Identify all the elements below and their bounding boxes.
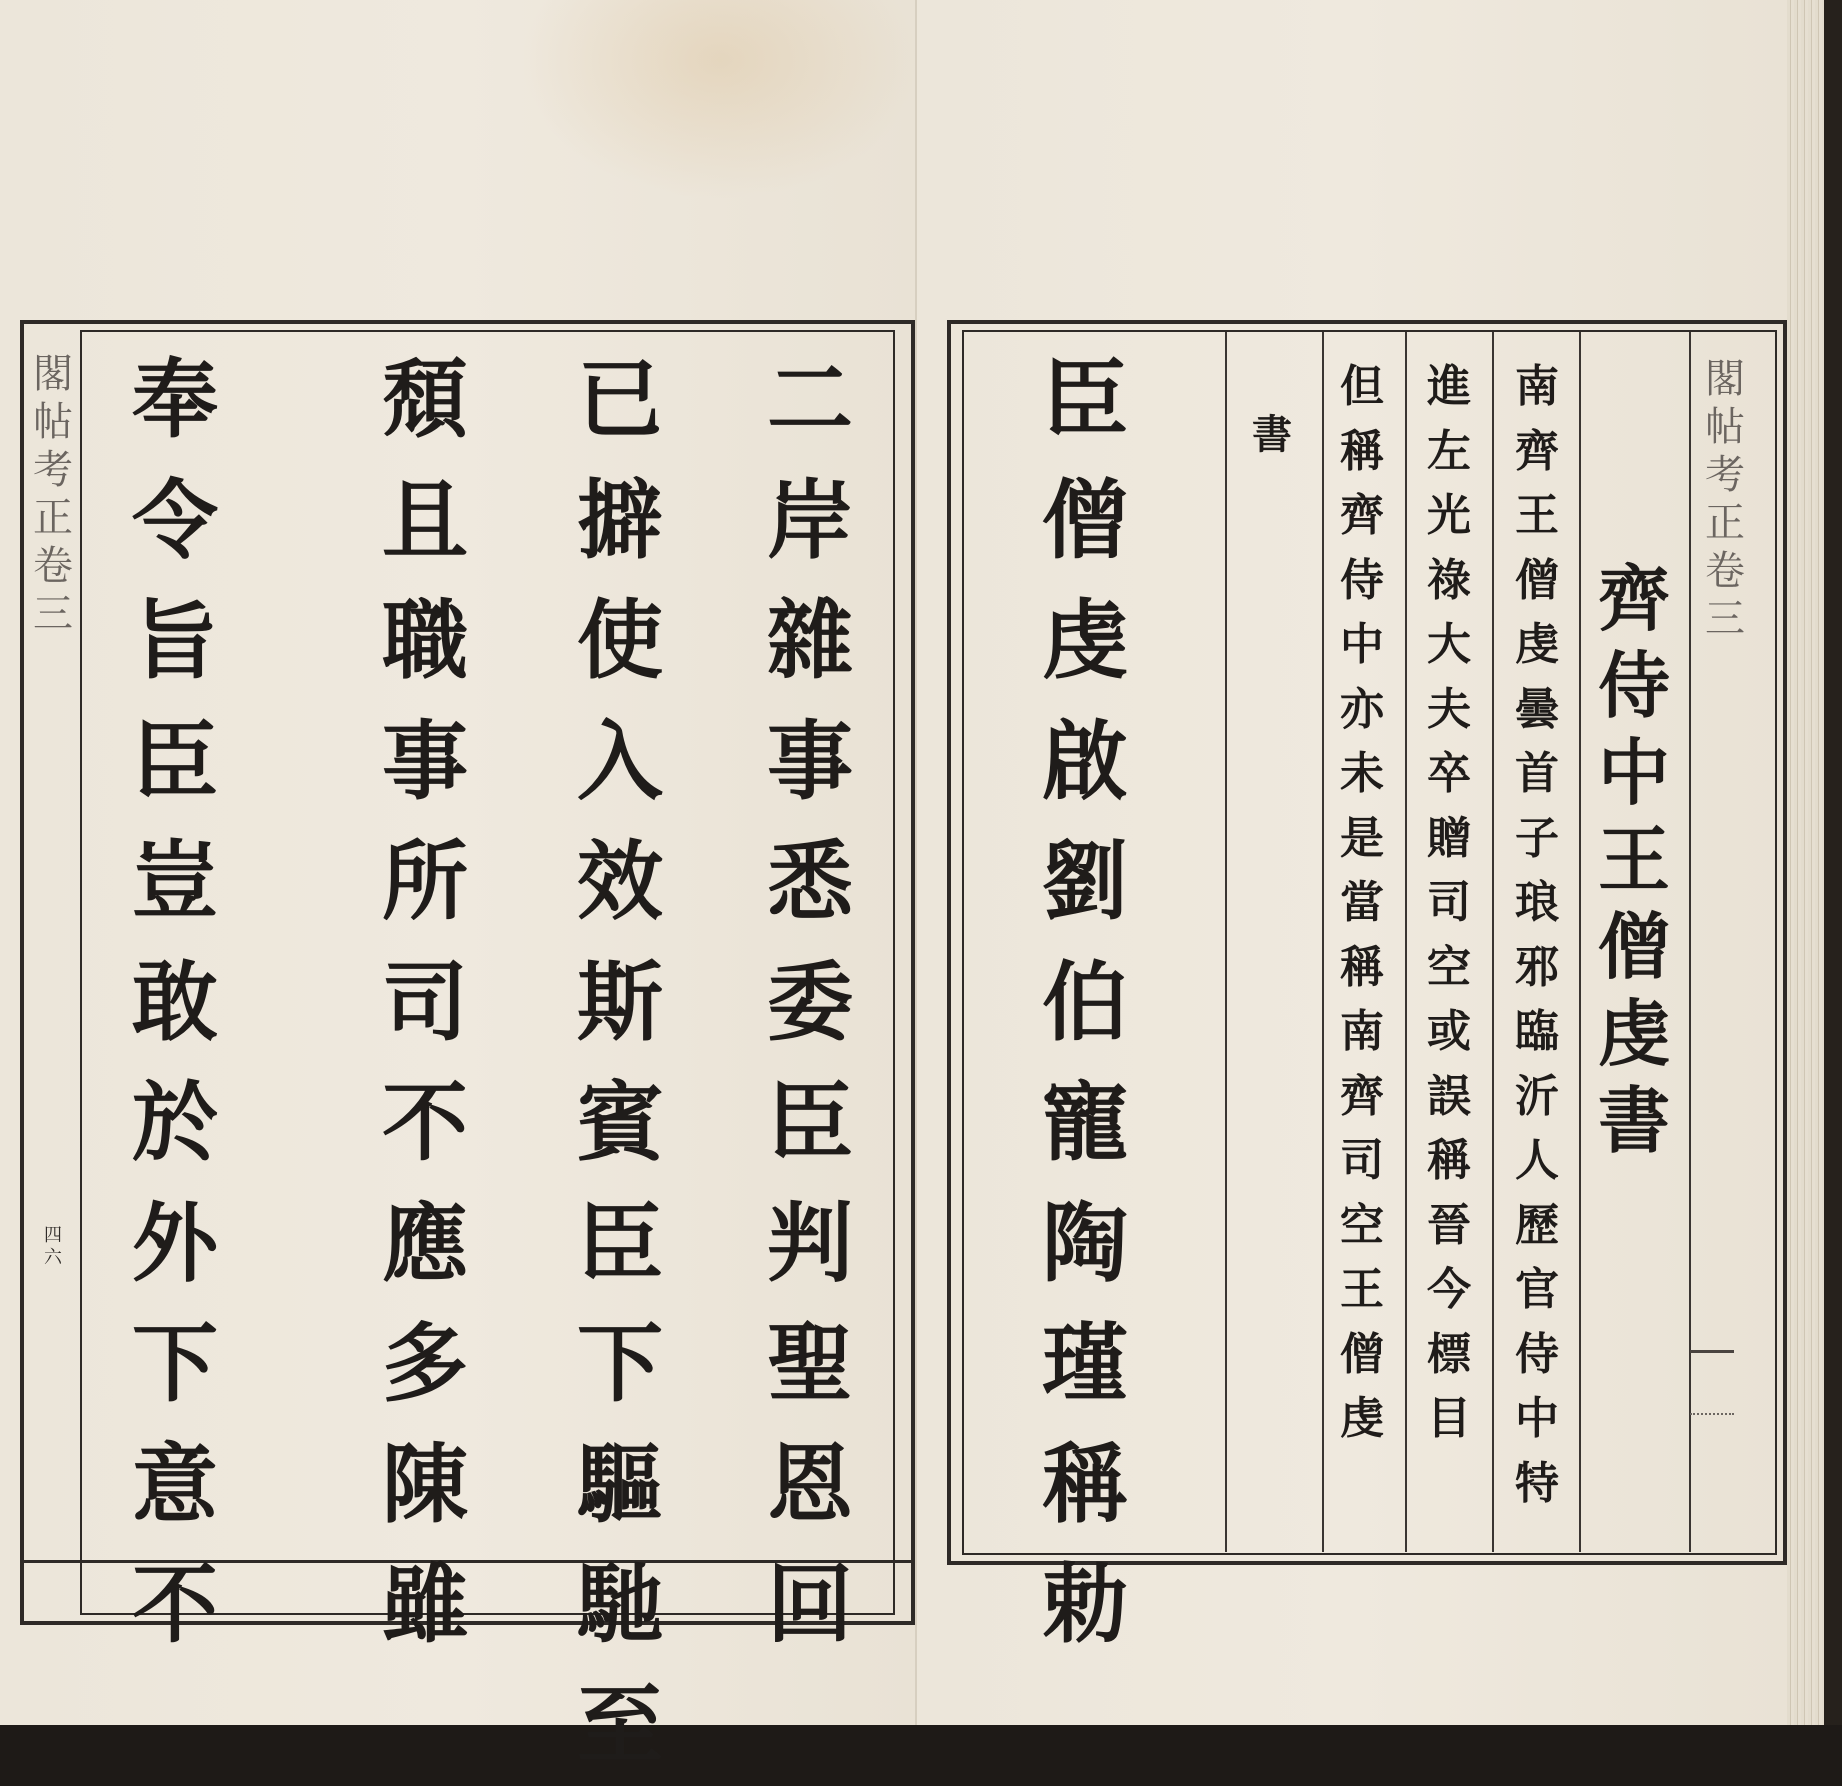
page-title [1589, 555, 1679, 1164]
glyph: 閣 [1700, 355, 1750, 403]
glyph: 虔 [1507, 613, 1567, 678]
glyph: 賓 [570, 1063, 670, 1184]
glyph: 使 [570, 581, 670, 702]
glyph: 事 [375, 702, 475, 823]
glyph: 悉 [760, 822, 860, 943]
glyph: 中 [1507, 1387, 1567, 1452]
glyph: 司 [375, 943, 475, 1064]
glyph: 臣 [1035, 340, 1135, 461]
glyph: 目 [1419, 1387, 1479, 1452]
glyph: 且 [375, 461, 475, 582]
glyph: 三 [28, 590, 78, 638]
glyph: 於 [125, 1063, 225, 1184]
glyph: 誤 [1419, 1065, 1479, 1130]
glyph: 標 [1419, 1323, 1479, 1388]
glyph: 奉 [125, 340, 225, 461]
glyph: 事 [760, 702, 860, 823]
glyph: 雜 [760, 581, 860, 702]
glyph: 空 [1419, 936, 1479, 1001]
left-column-1 [760, 340, 860, 1666]
glyph: 光 [1419, 484, 1479, 549]
glyph: 正 [28, 494, 78, 542]
glyph: 卷 [28, 542, 78, 590]
glyph: 多 [375, 1304, 475, 1425]
glyph: 敢 [125, 943, 225, 1064]
glyph: 斯 [570, 943, 670, 1064]
glyph: 僧 [1332, 1323, 1392, 1388]
glyph: 官 [1507, 1258, 1567, 1323]
water-stain [520, 0, 920, 200]
glyph: 寵 [1035, 1063, 1135, 1184]
note-column-3 [1332, 355, 1392, 1452]
glyph: 外 [125, 1184, 225, 1305]
glyph: 王 [1332, 1258, 1392, 1323]
main-text-column [1035, 340, 1135, 1666]
column-rule-1 [1225, 332, 1227, 1552]
glyph: 啟 [1035, 702, 1135, 823]
glyph: 臣 [760, 1063, 860, 1184]
column-rule-4 [1492, 332, 1494, 1552]
glyph: 驅 [570, 1425, 670, 1546]
glyph: 臨 [1507, 1000, 1567, 1065]
ornament-mark [1690, 1350, 1734, 1415]
glyph: 稱 [1419, 1129, 1479, 1194]
note-column-2 [1419, 355, 1479, 1452]
glyph: 回 [760, 1545, 860, 1666]
glyph: 但 [1332, 355, 1392, 420]
glyph: 不 [375, 1063, 475, 1184]
glyph: 中 [1589, 729, 1679, 816]
glyph: 侍 [1589, 642, 1679, 729]
glyph: 帖 [28, 398, 78, 446]
glyph: 臣 [125, 702, 225, 823]
glyph: 中 [1332, 613, 1392, 678]
column-rule-3 [1405, 332, 1407, 1552]
glyph: 馳 [570, 1545, 670, 1666]
glyph: 稱 [1035, 1425, 1135, 1546]
glyph: 臣 [570, 1184, 670, 1305]
glyph: 司 [1419, 871, 1479, 936]
glyph: 入 [570, 702, 670, 823]
glyph: 伯 [1035, 943, 1135, 1064]
glyph: 卷 [1700, 547, 1750, 595]
glyph: 齊 [1589, 555, 1679, 642]
glyph: 司 [1332, 1129, 1392, 1194]
glyph: 齊 [1507, 420, 1567, 485]
glyph: 左 [1419, 420, 1479, 485]
glyph: 所 [375, 822, 475, 943]
glyph: 瑾 [1035, 1304, 1135, 1425]
page-edges [1787, 0, 1842, 1725]
glyph: 雖 [375, 1545, 475, 1666]
glyph: 聖 [760, 1304, 860, 1425]
glyph: 擗 [570, 461, 670, 582]
column-rule-5 [1579, 332, 1581, 1552]
glyph: 已 [570, 340, 670, 461]
glyph: 考 [28, 446, 78, 494]
glyph: 稱 [1332, 936, 1392, 1001]
glyph: 劉 [1035, 822, 1135, 943]
glyph: 下 [125, 1304, 225, 1425]
glyph: 四 [38, 1225, 68, 1247]
glyph: 正 [1700, 499, 1750, 547]
glyph: 子 [1507, 807, 1567, 872]
glyph: 夫 [1419, 678, 1479, 743]
glyph: 未 [1332, 742, 1392, 807]
glyph: 僧 [1507, 549, 1567, 614]
glyph: 特 [1507, 1452, 1567, 1517]
glyph: 考 [1700, 451, 1750, 499]
glyph: 勅 [1035, 1545, 1135, 1666]
glyph: 稱 [1332, 420, 1392, 485]
glyph: 豈 [125, 822, 225, 943]
glyph: 不 [125, 1545, 225, 1666]
glyph: 空 [1332, 1194, 1392, 1259]
glyph: 南 [1332, 1000, 1392, 1065]
glyph: 曇 [1507, 678, 1567, 743]
glyph: 南 [1507, 355, 1567, 420]
glyph: 贈 [1419, 807, 1479, 872]
glyph: 琅 [1507, 871, 1567, 936]
glyph: 下 [570, 1304, 670, 1425]
glyph: 侍 [1332, 549, 1392, 614]
glyph: 齊 [1332, 1065, 1392, 1130]
glyph: 今 [1419, 1258, 1479, 1323]
left-margin-title [28, 350, 78, 638]
glyph: 六 [38, 1247, 68, 1269]
left-page [0, 0, 917, 1725]
glyph: 進 [1419, 355, 1479, 420]
glyph: 書 [1589, 1077, 1679, 1164]
right-margin-title [1700, 355, 1750, 643]
glyph: 至 [570, 1666, 670, 1786]
glyph: 令 [125, 461, 225, 582]
glyph: 陶 [1035, 1184, 1135, 1305]
column-rule-2 [1322, 332, 1324, 1552]
glyph: 書 [1247, 410, 1297, 460]
glyph: 應 [375, 1184, 475, 1305]
glyph: 人 [1507, 1129, 1567, 1194]
glyph: 邪 [1507, 936, 1567, 1001]
glyph: 齊 [1332, 484, 1392, 549]
glyph: 判 [760, 1184, 860, 1305]
left-folio [38, 1225, 68, 1269]
glyph: 閣 [28, 350, 78, 398]
note-column-1 [1507, 355, 1567, 1516]
left-column-3 [375, 340, 475, 1666]
glyph: 大 [1419, 613, 1479, 678]
glyph: 晉 [1419, 1194, 1479, 1259]
left-column-4 [125, 340, 225, 1666]
glyph: 當 [1332, 871, 1392, 936]
glyph: 岸 [760, 461, 860, 582]
glyph: 亦 [1332, 678, 1392, 743]
glyph: 王 [1589, 816, 1679, 903]
glyph: 沂 [1507, 1065, 1567, 1130]
glyph: 歷 [1507, 1194, 1567, 1259]
right-page [917, 0, 1787, 1725]
glyph: 虔 [1589, 990, 1679, 1077]
glyph: 陳 [375, 1425, 475, 1546]
column-mark [1247, 410, 1297, 460]
glyph: 卒 [1419, 742, 1479, 807]
glyph: 委 [760, 943, 860, 1064]
glyph: 虔 [1332, 1387, 1392, 1452]
glyph: 意 [125, 1425, 225, 1546]
glyph: 或 [1419, 1000, 1479, 1065]
glyph: 王 [1507, 484, 1567, 549]
glyph: 三 [1700, 595, 1750, 643]
glyph: 旨 [125, 581, 225, 702]
glyph: 職 [375, 581, 475, 702]
left-column-2 [570, 340, 670, 1786]
glyph: 祿 [1419, 549, 1479, 614]
glyph: 帖 [1700, 403, 1750, 451]
glyph: 僧 [1035, 461, 1135, 582]
glyph: 侍 [1507, 1323, 1567, 1388]
glyph: 虔 [1035, 581, 1135, 702]
glyph: 首 [1507, 742, 1567, 807]
glyph: 恩 [760, 1425, 860, 1546]
glyph: 頹 [375, 340, 475, 461]
glyph: 是 [1332, 807, 1392, 872]
glyph: 效 [570, 822, 670, 943]
glyph: 僧 [1589, 903, 1679, 990]
glyph: 二 [760, 340, 860, 461]
